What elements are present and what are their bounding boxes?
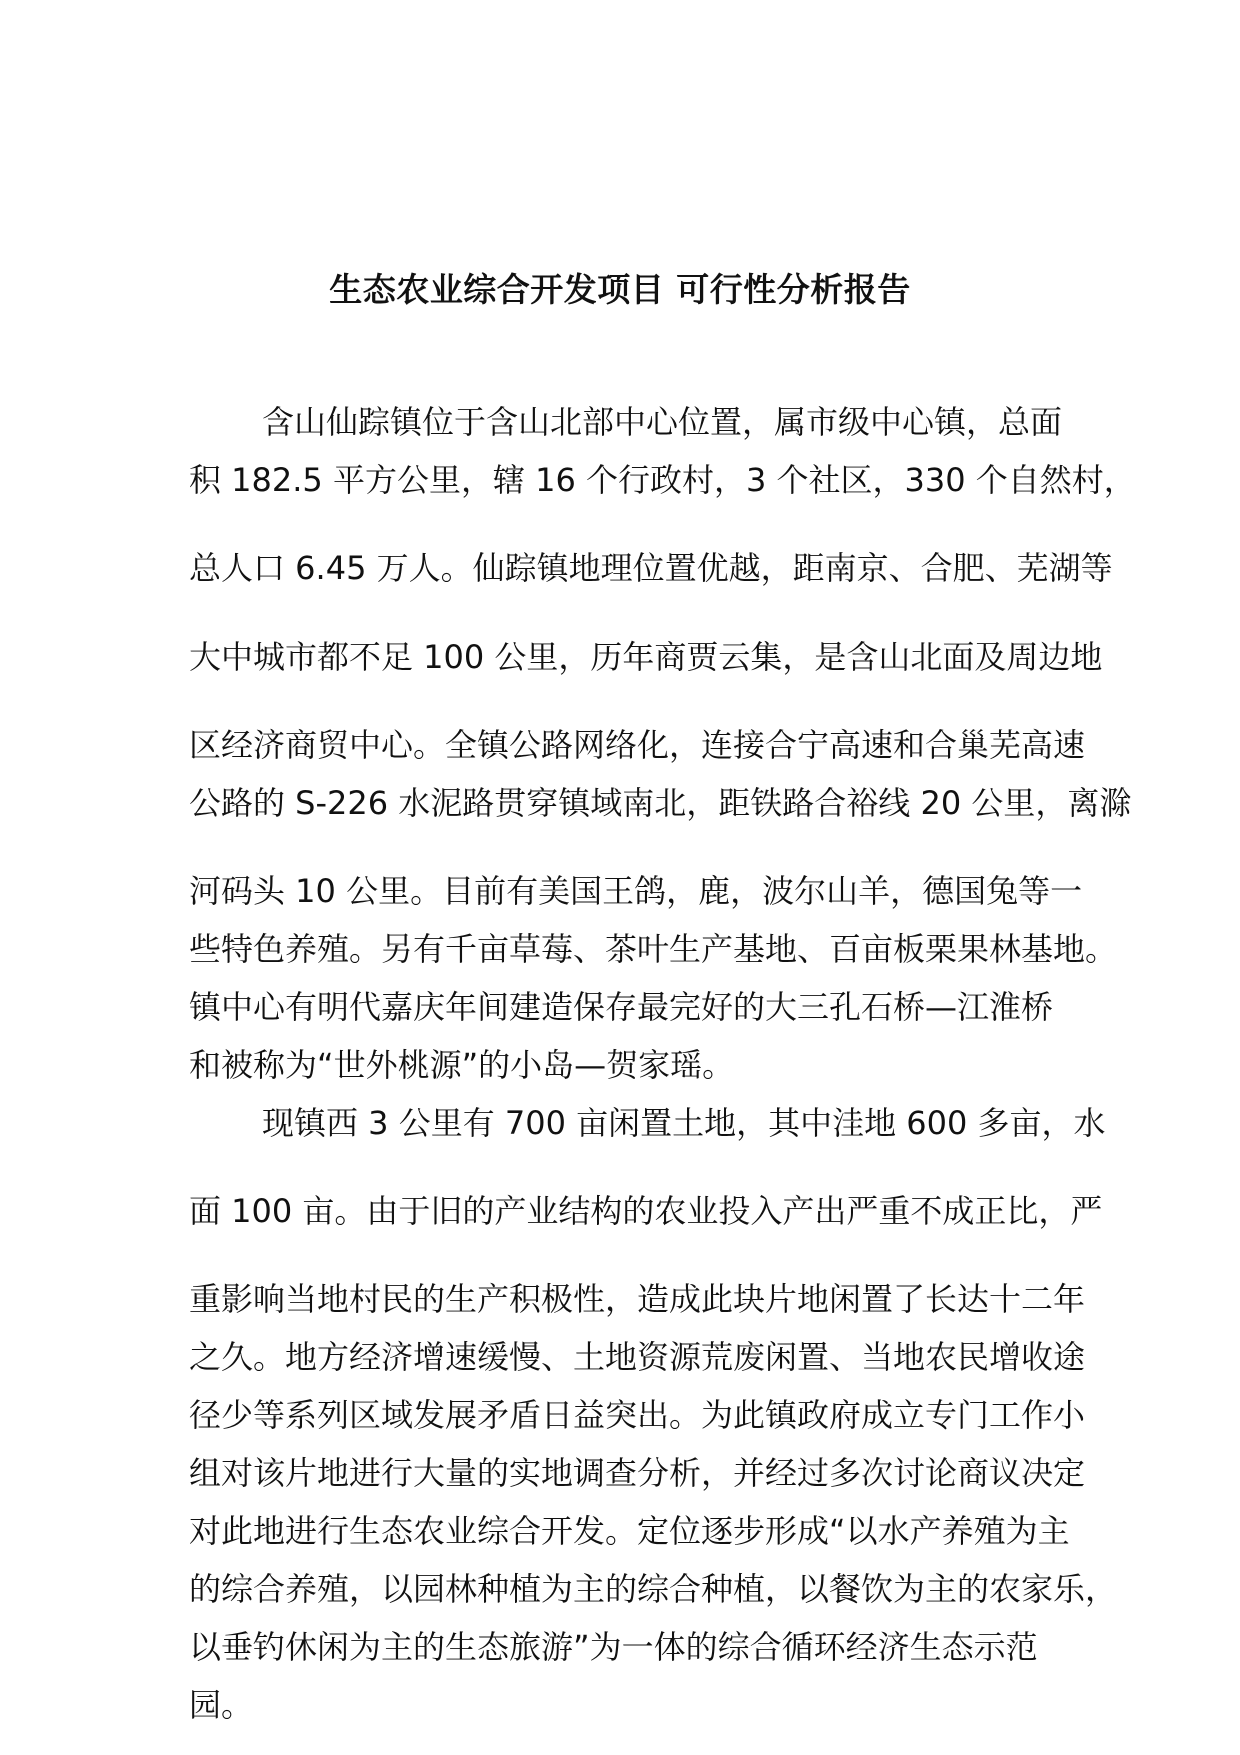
text-line: 区经济商贸中心。全镇公路网络化，连接合宁高速和合巢芜高速 <box>189 726 1086 764</box>
text-line: 对此地进行生态农业综合开发。定位逐步形成“以水产养殖为主 <box>189 1512 1070 1550</box>
text-line: 园。 <box>189 1686 254 1724</box>
text-line: 公路的 S-226 水泥路贯穿镇域南北，距铁路合裕线 20 公里，离滁 <box>189 784 1132 822</box>
text-line: 大中城市都不足 100 公里，历年商贾云集，是含山北面及周边地 <box>189 638 1103 676</box>
text-line: 积 182.5 平方公里，辖 16 个行政村，3 个社区，330 个自然村， <box>189 461 1136 499</box>
text-line: 现镇西 3 公里有 700 亩闲置土地，其中洼地 600 多亩，水 <box>262 1104 1106 1142</box>
text-line: 重影响当地村民的生产积极性，造成此块片地闲置了长达十二年 <box>189 1280 1086 1318</box>
text-line: 面 100 亩。由于旧的产业结构的农业投入产出严重不成正比，严 <box>189 1192 1103 1230</box>
text-line: 含山仙踪镇位于含山北部中心位置，属市级中心镇，总面 <box>262 403 1063 441</box>
text-line: 和被称为“世外桃源”的小岛—贺家瑶。 <box>189 1046 735 1084</box>
text-line: 以垂钓休闲为主的生态旅游”为一体的综合循环经济生态示范 <box>189 1628 1038 1666</box>
text-line: 河码头 10 公里。目前有美国王鸽，鹿，波尔山羊，德国兔等一 <box>189 872 1083 910</box>
text-line: 的综合养殖，以园林种植为主的综合种植，以餐饮为主的农家乐， <box>189 1570 1118 1608</box>
text-line: 镇中心有明代嘉庆年间建造保存最完好的大三孔石桥—江淮桥 <box>189 988 1054 1026</box>
text-line: 总人口 6.45 万人。仙踪镇地理位置优越，距南京、合肥、芜湖等 <box>189 549 1113 587</box>
text-line: 组对该片地进行大量的实地调查分析，并经过多次讨论商议决定 <box>189 1454 1086 1492</box>
text-line: 些特色养殖。另有千亩草莓、茶叶生产基地、百亩板栗果林基地。 <box>189 930 1118 968</box>
document-title: 生态农业综合开发项目 可行性分析报告 <box>329 270 911 309</box>
text-line: 之久。地方经济增速缓慢、土地资源荒废闲置、当地农民增收途 <box>189 1338 1086 1376</box>
text-line: 径少等系列区域发展矛盾日益突出。为此镇政府成立专门工作小 <box>189 1396 1086 1434</box>
